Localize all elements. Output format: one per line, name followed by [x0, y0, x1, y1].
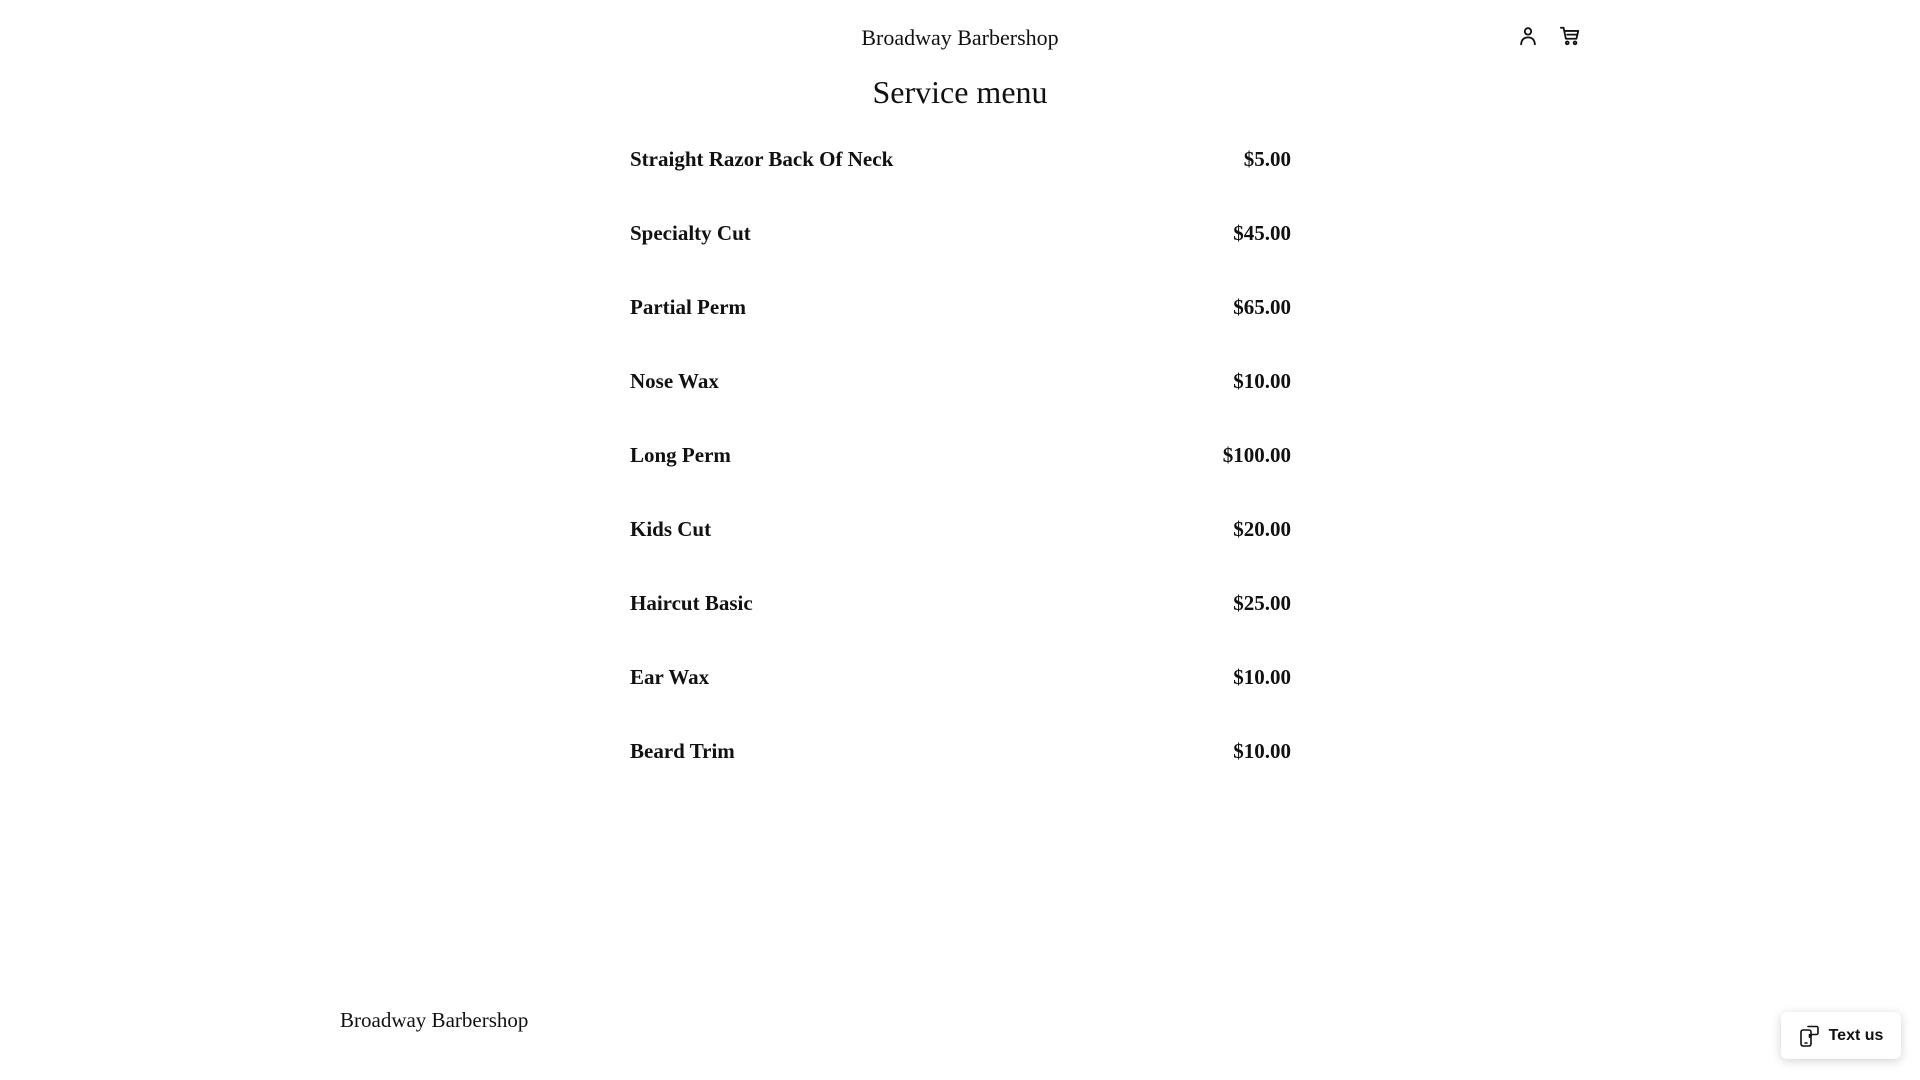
- text-us-button[interactable]: [1781, 1012, 1901, 1059]
- service-price: $25.00: [1233, 591, 1291, 615]
- service-name: Long Perm: [630, 443, 731, 467]
- service-price: $45.00: [1233, 221, 1291, 245]
- service-name: Haircut Basic: [630, 591, 753, 615]
- service-price: $100.00: [1222, 443, 1291, 467]
- service-price: $10.00: [1233, 739, 1291, 763]
- service-list: [630, 132, 1291, 798]
- header-icons: [1516, 24, 1582, 48]
- service-item[interactable]: [630, 354, 1291, 428]
- service-name: Specialty Cut: [630, 221, 751, 245]
- service-item[interactable]: [630, 132, 1291, 206]
- site-header: [0, 0, 1920, 76]
- service-item[interactable]: [630, 724, 1291, 798]
- service-item[interactable]: [630, 206, 1291, 280]
- service-item[interactable]: [630, 576, 1291, 650]
- footer-brand[interactable]: Broadway Barbershop: [340, 1008, 529, 1032]
- service-price: $20.00: [1233, 517, 1291, 541]
- service-price: $10.00: [1233, 369, 1291, 393]
- service-name: Kids Cut: [630, 517, 712, 541]
- service-item[interactable]: [630, 280, 1291, 354]
- service-menu-heading: Service menu: [872, 74, 1048, 110]
- service-name: Nose Wax: [630, 369, 719, 393]
- cart-icon[interactable]: [1558, 24, 1582, 48]
- site-title-link[interactable]: Broadway Barbershop: [861, 25, 1059, 50]
- service-name: Partial Perm: [630, 295, 747, 319]
- service-price: $5.00: [1243, 147, 1291, 171]
- service-name: Ear Wax: [630, 665, 710, 689]
- text-us-label: Text us: [1828, 1026, 1884, 1044]
- service-name: Straight Razor Back Of Neck: [630, 147, 894, 171]
- service-name: Beard Trim: [630, 739, 735, 763]
- service-item[interactable]: [630, 428, 1291, 502]
- service-item[interactable]: [630, 502, 1291, 576]
- service-item[interactable]: [630, 650, 1291, 724]
- service-price: $10.00: [1233, 665, 1291, 689]
- service-price: $65.00: [1233, 295, 1291, 319]
- account-icon[interactable]: [1516, 24, 1540, 48]
- phone-chat-icon: [1799, 1025, 1819, 1047]
